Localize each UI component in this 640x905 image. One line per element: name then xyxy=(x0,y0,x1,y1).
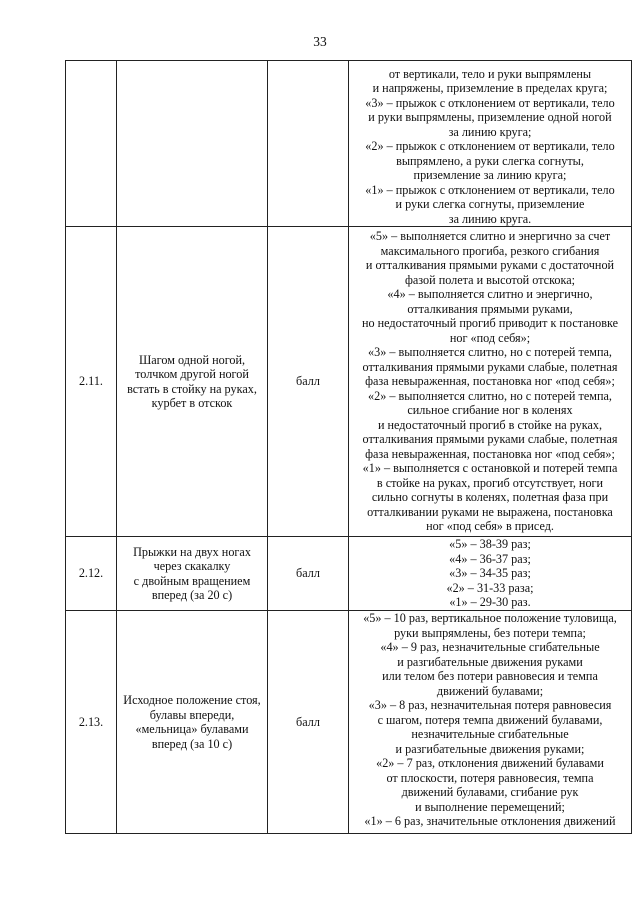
criteria-line: незначительные сгибательные xyxy=(411,727,569,741)
criteria-cell xyxy=(349,227,632,537)
criteria-line: «2» – выполняется слитно, но с потерей темпа, xyxy=(368,388,612,403)
criteria-line: в стойке на руках, прогиб отсутствует, ноги xyxy=(376,475,604,490)
table-row xyxy=(66,61,632,227)
criteria-line: «4» – 36-37 раз; xyxy=(449,551,531,566)
criteria-line: и руки слегка согнуты, приземление xyxy=(395,197,585,211)
page-number: 33 xyxy=(313,34,327,49)
unit-cell: балл xyxy=(268,611,349,834)
exercise-name-line: курбет в отскок xyxy=(151,396,233,410)
norms-table xyxy=(65,60,632,834)
criteria-line: выпрямлено, а руки слегка согнуты, xyxy=(396,153,584,168)
exercise-name-cell xyxy=(117,537,268,611)
criteria-line: «3» – 34-35 раз; xyxy=(449,566,531,581)
exercise-name-line: Шагом одной ногой, xyxy=(138,352,246,367)
criteria-line: отталкивания прямыми руками слабые, полетная xyxy=(362,359,618,374)
criteria-line: «1» – прыжок с отклонением от вертикали, тело xyxy=(365,182,615,197)
criteria-line: «5» – 38-39 раз; xyxy=(449,537,531,552)
criteria-line: и отталкивания прямыми руками с достаточной xyxy=(365,258,615,273)
criteria-line: «1» – 29-30 раз. xyxy=(449,595,531,610)
criteria-line: «2» – прыжок с отклонением от вертикали, тело xyxy=(365,139,615,153)
exercise-name-cell xyxy=(117,611,268,834)
criteria-cell xyxy=(349,61,632,227)
exercise-name-line: вперед (за 20 с) xyxy=(151,588,233,602)
criteria-line: «2» – 31-33 раза; xyxy=(446,580,534,595)
criteria-line: и разгибательные движения руками; xyxy=(395,741,585,756)
criteria-line: «3» – прыжок с отклонением от вертикали, тело xyxy=(365,95,615,110)
exercise-name-line: толчком другой ногой xyxy=(135,367,249,381)
criteria-line: приземление за линию круга; xyxy=(413,168,567,182)
unit-cell: балл xyxy=(268,227,349,537)
criteria-line: «1» – 6 раз, значительные отклонения движений xyxy=(364,814,616,828)
row-number-cell: 2.11. xyxy=(66,227,117,537)
criteria-line: и выполнение перемещений; xyxy=(415,799,565,814)
exercise-name-line: вперед (за 10 с) xyxy=(151,736,233,751)
exercise-name-line: с двойным вращением xyxy=(133,573,251,588)
table-body xyxy=(66,61,632,834)
exercise-name-line: Исходное положение стоя, xyxy=(123,693,261,707)
table-row xyxy=(66,537,632,611)
criteria-line: фаза невыраженная, постановка ног «под себя»; xyxy=(365,446,615,461)
criteria-line: «5» – выполняется слитно и энергично за счет xyxy=(369,229,611,244)
criteria-line: отталкивания прямыми руками, xyxy=(407,301,573,316)
unit-cell: балл xyxy=(268,537,349,611)
row-number-cell xyxy=(66,61,117,227)
row-number-cell: 2.12. xyxy=(66,537,117,611)
criteria-cell xyxy=(349,537,632,611)
criteria-line: и недостаточный прогиб в стойке на руках, xyxy=(377,417,603,432)
criteria-line: «3» – 8 раз, незначительная потеря равновесия xyxy=(368,698,612,712)
exercise-name-line: через скакалку xyxy=(153,559,231,573)
criteria-line: от вертикали, тело и руки выпрямлены xyxy=(388,66,592,81)
criteria-line: руки выпрямлены, без потери темпа; xyxy=(394,625,586,640)
criteria-line: от плоскости, потеря равновесия, темпа xyxy=(386,770,594,785)
criteria-line: максимального прогиба, резкого сгибания xyxy=(380,243,600,258)
criteria-line: «1» – выполняется с остановкой и потерей темпа xyxy=(362,461,618,476)
criteria-line: и напряжены, приземление в пределах круга; xyxy=(372,81,608,95)
table-row xyxy=(66,611,632,834)
criteria-line: ног «под себя»; xyxy=(449,330,531,345)
exercise-name-cell xyxy=(117,227,268,537)
exercise-name-line: «мельница» булавами xyxy=(135,722,249,736)
criteria-line: но недостаточный прогиб приводит к постановке xyxy=(361,316,619,331)
criteria-line: «4» – 9 раз, незначительные сгибательные xyxy=(380,640,600,654)
exercise-name-line: встать в стойку на руках, xyxy=(127,381,257,396)
exercise-name-line: Прыжки на двух ногах xyxy=(133,544,251,559)
criteria-line: «4» – выполняется слитно и энергично, xyxy=(387,287,593,302)
criteria-line: сильно согнуты в коленях, полетная фаза при xyxy=(371,490,609,505)
criteria-line: «5» – 10 раз, вертикальное положение туловища, xyxy=(363,611,617,625)
criteria-line: за линию круга; xyxy=(448,124,532,139)
criteria-line: «3» – выполняется слитно, но с потерей темпа, xyxy=(368,345,612,360)
criteria-line: фаза невыраженная, постановка ног «под себя»; xyxy=(365,374,615,389)
exercise-name-line: булавы впереди, xyxy=(149,707,235,722)
criteria-line: движений булавами, сгибание рук xyxy=(401,785,579,799)
criteria-line: движений булавами; xyxy=(436,683,544,698)
criteria-line: отталкивания прямыми руками слабые, полетная xyxy=(362,432,618,447)
criteria-line: и руки выпрямлены, приземление одной ногой xyxy=(368,110,612,124)
criteria-line: сильное сгибание ног в коленях xyxy=(407,403,573,418)
criteria-line: фазой полета и высотой отскока; xyxy=(404,272,576,287)
criteria-line: за линию круга. xyxy=(448,211,532,226)
criteria-line: отталкивании руками не выражена, постановка xyxy=(367,504,613,519)
table-row xyxy=(66,227,632,537)
criteria-line: или телом без потери равновесия и темпа xyxy=(382,669,598,683)
criteria-line: и разгибательные движения руками xyxy=(397,654,583,669)
unit-cell xyxy=(268,61,349,227)
criteria-cell xyxy=(349,611,632,834)
exercise-name-cell xyxy=(117,61,268,227)
criteria-line: «2» – 7 раз, отклонения движений булавами xyxy=(376,756,604,770)
row-number-cell: 2.13. xyxy=(66,611,117,834)
criteria-line: ног «под себя» в присед. xyxy=(426,519,554,534)
criteria-line: с шагом, потеря темпа движений булавами, xyxy=(377,712,603,727)
